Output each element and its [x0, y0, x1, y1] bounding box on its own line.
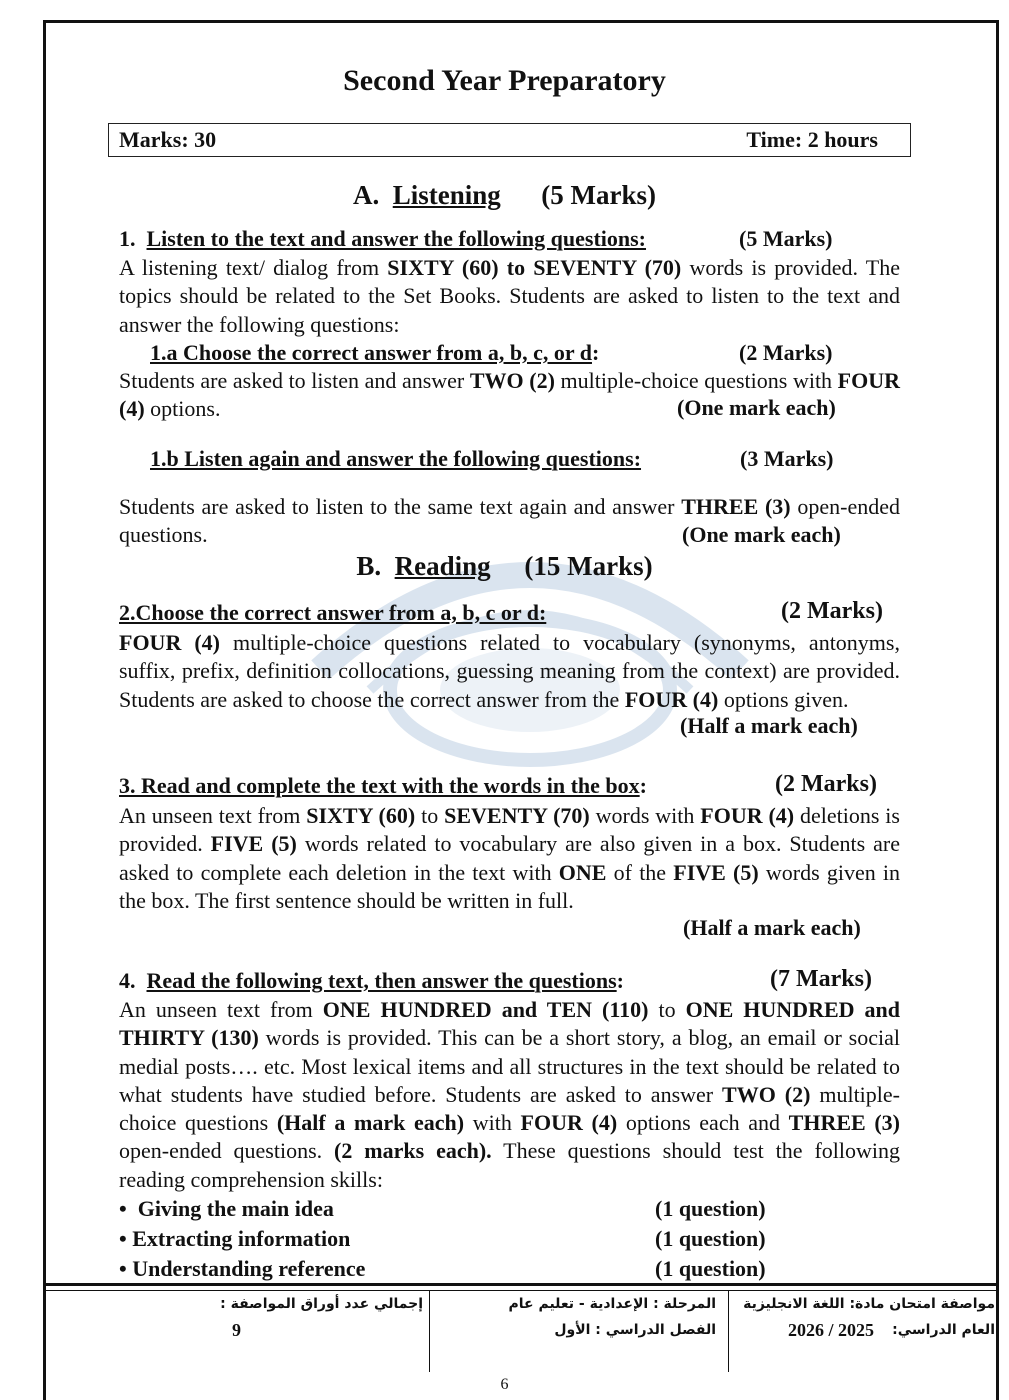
total-marks: Marks: 30 — [119, 127, 217, 152]
footer-year-value: 2026 / 2025 — [788, 1320, 875, 1340]
footer-semester: الفصل الدراسي : الأول — [554, 1322, 716, 1338]
exam-time: Time: 2 hours — [746, 127, 878, 152]
q1a-description: Students are asked to listen and answer TWO (2) multiple-choice questions with FOUR (4) options. — [119, 368, 900, 422]
skill-item: • Giving the main idea — [119, 1196, 334, 1221]
page-title: Second Year Preparatory — [343, 64, 666, 97]
marks-time-box — [108, 123, 911, 157]
footer-pages-value: 9 — [232, 1320, 241, 1340]
q3-heading: 3. Read and complete the text with the words in the box: — [119, 773, 647, 798]
footer-subject: مواصفة امتحان مادة: اللغة الانجليزية — [743, 1296, 995, 1312]
q1a-marks: (2 Marks) — [739, 340, 833, 365]
footer-stage: المرحلة : الإعدادية - تعليم عام — [508, 1296, 716, 1312]
q1b-marks: (3 Marks) — [740, 446, 834, 471]
section-a-marks: (5 Marks) — [541, 180, 656, 210]
q1-marks: (5 Marks) — [739, 226, 833, 251]
footer-pages-label: إجمالي عدد أوراق المواصفة : — [220, 1296, 423, 1312]
footer-divider — [429, 1290, 430, 1372]
section-b-heading: B. Reading (15 Marks) — [356, 551, 653, 581]
skill-count: (1 question) — [655, 1256, 766, 1281]
q3-marks: (2 Marks) — [775, 771, 877, 797]
skill-item: • Understanding reference — [119, 1256, 366, 1281]
section-b-name: Reading — [394, 551, 491, 581]
page-number: 6 — [500, 1376, 509, 1393]
q4-marks: (7 Marks) — [770, 966, 872, 992]
q4-heading: 4. Read the following text, then answer the questions: — [119, 968, 624, 993]
q1a-heading: 1.a Choose the correct answer from a, b, c, or d: — [150, 340, 600, 365]
footer-divider — [728, 1290, 729, 1372]
q1b-heading: 1.b Listen again and answer the following questions: — [150, 446, 642, 471]
q2-marks: (2 Marks) — [781, 598, 883, 624]
skill-count: (1 question) — [655, 1196, 766, 1221]
q2-mark-each: (Half a mark each) — [680, 713, 858, 738]
q3-description: An unseen text from SIXTY (60) to SEVENTY (70) words with FOUR (4) deletions is provided. FIVE (5) words related to vocabulary are also given in a box. Students are asked to complete each deletion in the text with ONE of the FIVE (5) words given in the box. The first sentence should be written in full. — [119, 803, 901, 913]
q3-mark-each: (Half a mark each) — [683, 915, 861, 940]
section-a-name: Listening — [392, 180, 501, 210]
q4-description: An unseen text from ONE HUNDRED and TEN (110) to ONE HUNDRED and THIRTY (130) words is provided. This can be a short story, a blog, an email or social medial posts…. etc. Most lexical items and all structures in the text should be related to what students have studied before. Students are asked to answer TWO (2) multiple-choice questions (Half a mark each) with FOUR (4) options each and THREE (3) open-ended questions. (2 marks each). These questions should test the following reading comprehension skills: — [119, 997, 900, 1192]
footer-rule-thin — [43, 1290, 999, 1291]
q1-heading: 1. Listen to the text and answer the following questions: — [119, 226, 647, 251]
q2-description: FOUR (4) multiple-choice questions related to vocabulary (synonyms, antonyms, suffix, prefix, definition collocations, guessing meaning from the context) are provided. Students are asked to choose the correct answer from the FOUR (4) options given. — [119, 630, 900, 712]
skill-item: • Extracting information — [119, 1226, 351, 1251]
footer-rule — [43, 1283, 999, 1286]
section-b-marks: (15 Marks) — [524, 551, 653, 581]
footer-year-label: العام الدراسي: — [892, 1322, 995, 1338]
q2-heading: 2.Choose the correct answer from a, b, c or d: — [119, 600, 547, 625]
skill-count: (1 question) — [655, 1226, 766, 1251]
q1b-mark-each: (One mark each) — [682, 522, 841, 547]
q1-description: A listening text/ dialog from SIXTY (60) to SEVENTY (70) words is provided. The topics should be related to the Set Books. Students are asked to listen to the text and answer the following questions: — [119, 255, 900, 337]
q1b-description: Students are asked to listen to the same text again and answer THREE (3) open-ended questions. — [119, 494, 900, 548]
section-a-heading: A. Listening (5 Marks) — [352, 180, 656, 210]
q1a-mark-each: (One mark each) — [677, 395, 836, 420]
